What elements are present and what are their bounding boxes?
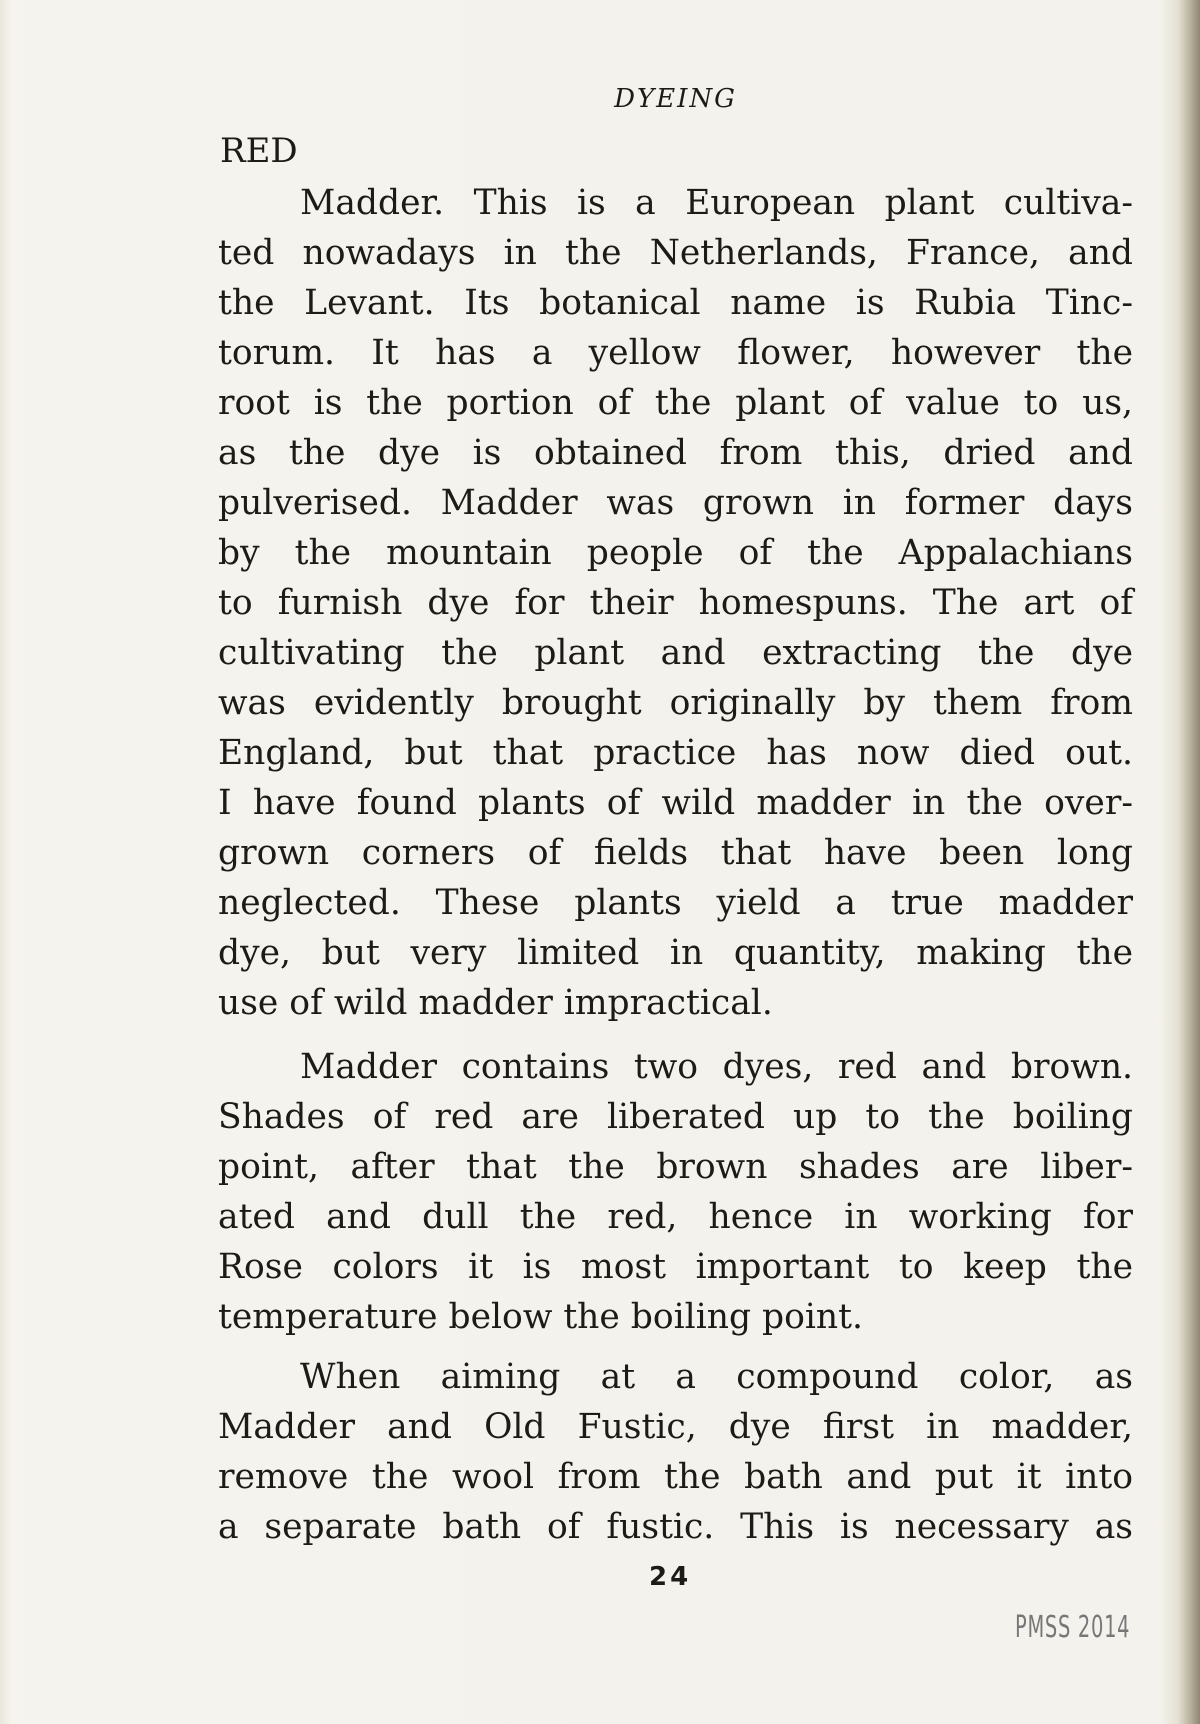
text-line: as the dye is obtained from this, dried and (218, 433, 1133, 473)
text-line: Madder. This is a European plant cultiva- (300, 183, 1133, 223)
text-line: Madder and Old Fustic, dye first in madder, (218, 1407, 1133, 1447)
text-line: to furnish dye for their homespuns. The art of (218, 583, 1133, 623)
text-line: point, after that the brown shades are liber- (218, 1147, 1133, 1187)
text-line: pulverised. Madder was grown in former days (218, 483, 1133, 523)
paragraph (218, 1352, 1133, 1552)
text-line: remove the wool from the bath and put it into (218, 1457, 1133, 1497)
text-line: dye, but very limited in quantity, making the (218, 933, 1133, 973)
text-line: When aiming at a compound color, as (300, 1357, 1133, 1397)
text-line: grown corners of fields that have been long (218, 833, 1133, 873)
text-line: Shades of red are liberated up to the boiling (218, 1097, 1133, 1137)
text-line: the Levant. Its botanical name is Rubia Tinc- (218, 283, 1133, 323)
text-line: ated and dull the red, hence in working for (218, 1197, 1133, 1237)
text-line: torum. It has a yellow flower, however the (218, 333, 1133, 373)
text-line: cultivating the plant and extracting the dye (218, 633, 1133, 673)
text-line: was evidently brought originally by them from (218, 683, 1133, 723)
text-line: Madder contains two dyes, red and brown. (300, 1047, 1133, 1087)
paragraph (218, 178, 1133, 1028)
watermark: PMSS 2014 (1015, 1610, 1131, 1645)
text-line: ted nowadays in the Netherlands, France, and (218, 233, 1133, 273)
text-line: I have found plants of wild madder in the over- (218, 783, 1133, 823)
page-number: 24 (649, 1562, 692, 1592)
text-line: use of wild madder impractical. (218, 983, 773, 1023)
section-heading: RED (220, 131, 298, 171)
text-line: a separate bath of fustic. This is necessary as (218, 1507, 1133, 1547)
text-line: by the mountain people of the Appalachians (218, 533, 1133, 573)
text-line: Rose colors it is most important to keep the (218, 1247, 1133, 1287)
paragraph (218, 1042, 1133, 1342)
text-line: neglected. These plants yield a true madder (218, 883, 1133, 923)
text-line: England, but that practice has now died out. (218, 733, 1133, 773)
running-header: DYEING (614, 84, 737, 114)
text-line: root is the portion of the plant of value to us, (218, 383, 1133, 423)
text-line: temperature below the boiling point. (218, 1297, 863, 1337)
